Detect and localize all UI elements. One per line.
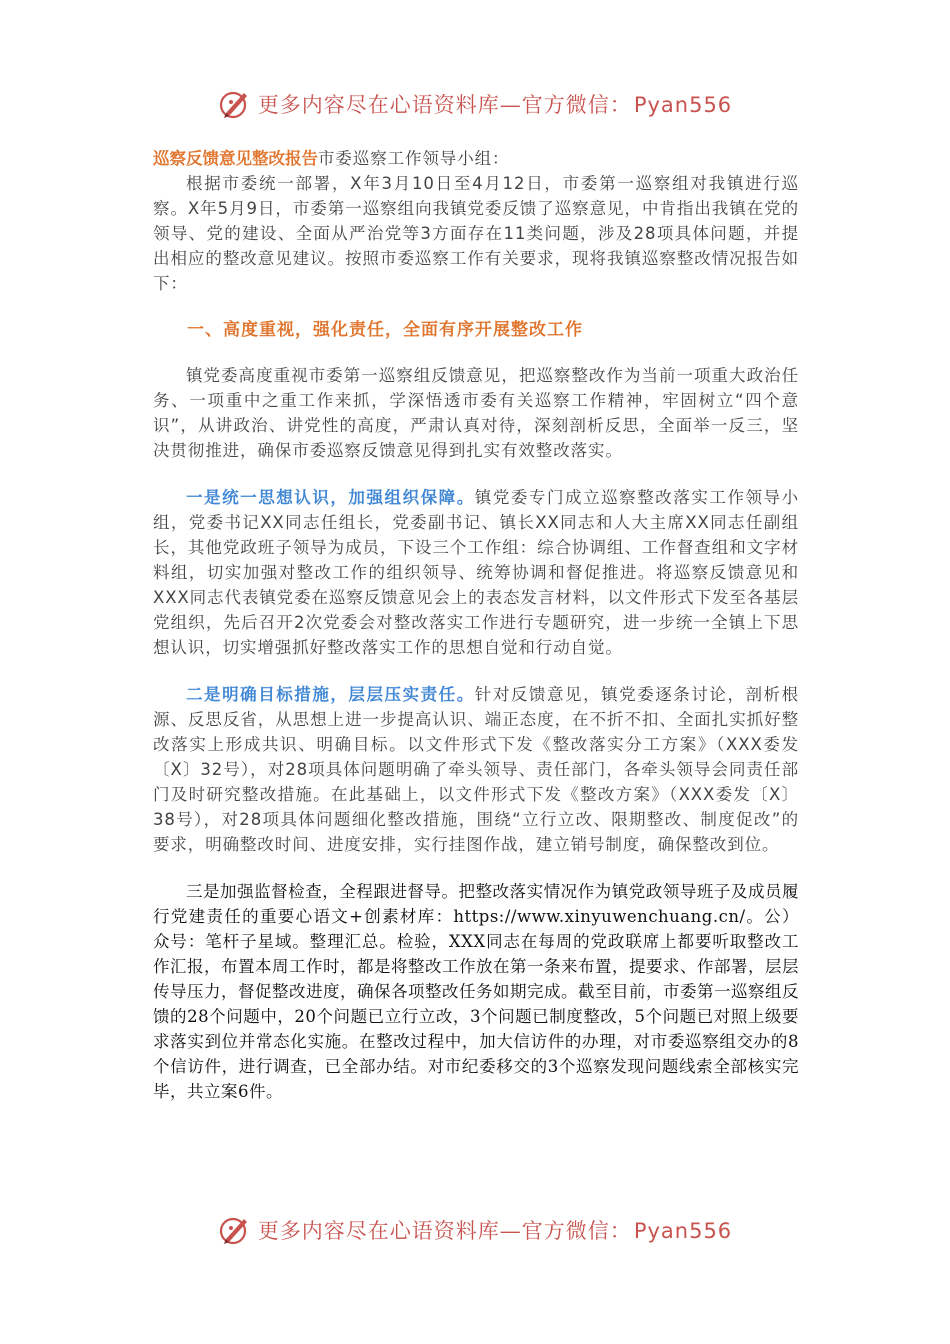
header-banner bbox=[0, 84, 950, 124]
pen-circle-logo-icon bbox=[218, 1213, 252, 1247]
point2-paragraph bbox=[153, 682, 799, 857]
banner-wechat-id: Pyan556 bbox=[633, 93, 733, 117]
point2-body: 针对反馈意见，镇党委逐条讨论，剖析根源、反思反省，从思想上进一步提高认识、端正态度，在不折不扣、全面扎实抓好整改落实上形成共识、明确目标。以文件形式下发《整改落实分工方案》（XXX委发〔X〕32号），对28项具体问题明确了牵头领导、责任部门，各牵头领导会同责任部门及时研究整改措施。在此基础上，以文件形式下发《整改方案》（XXX委发〔X〕38号），对28项具体问题细化整改措施，围绕“立行立改、限期整改、制度促改”的要求，明确整改时间、进度安排，实行挂图作战，建立销号制度，确保整改到位。 bbox=[153, 685, 800, 854]
footer-banner bbox=[0, 1210, 950, 1250]
point3-paragraph: 三是加强监督检查，全程跟进督导。把整改落实情况作为镇党政领导班子及成员履行党建责任的重要心语文+创素材库：https://www.xinyuwenchuang.cn/。公）众号：笔杆子星域。整理汇总。检验，XXX同志在每周的党政联席上都要听取整改工作汇报，布置本周工作时，都是将整改工作放在第一条来布置，提要求、作部署，层层传导压力，督促整改进度，确保各项整改任务如期完成。截至目前，市委第一巡察组反馈的28个问题中，20个问题已立行立改，3个问题已制度整改，5个问题已对照上级要求落实到位并常态化实施。在整改过程中，加大信访件的办理，对市委巡察组交办的8个信访件，进行调查，已全部办结。对市纪委移交的3个巡察发现问题线索全部核实完毕，共立案6件。 bbox=[153, 882, 799, 1101]
intro-paragraph: 根据市委统一部署，X年3月10日至4月12日，市委第一巡察组对我镇进行巡察。X年5月9日，市委第一巡察组向我镇党委反馈了巡察意见，中肯指出我镇在党的领导、党的建设、全面从严治党等3方面存在11类问题，涉及28项具体问题，并提出相应的整改意见建议。按照市委巡察工作有关要求，现将我镇巡察整改情况报告如下： bbox=[153, 174, 799, 293]
document-body bbox=[153, 146, 799, 1104]
point1-body: 镇党委专门成立巡察整改落实工作领导小组，党委书记XX同志任组长，党委副书记、镇长XX同志和人大主席XX同志任副组长，其他党政班子领导为成员，下设三个工作组：综合协调组、工作督查组和文字材料组，切实加强对整改工作的组织领导、统筹协调和督促推进。将巡察反馈意见和XXX同志代表镇党委在巡察反馈意见会上的表态发言材料，以文件形式下发至各基层党组织，先后召开2次党委会对整改落实工作进行专题研究，进一步统一全镇上下思想认识，切实增强抓好整改落实工作的思想自觉和行动自觉。 bbox=[153, 488, 800, 657]
title-line bbox=[153, 146, 799, 171]
document-addressee: 市委巡察工作领导小组： bbox=[318, 149, 510, 168]
point1-paragraph bbox=[153, 485, 799, 660]
section1-heading: 一、高度重视，强化责任，全面有序开展整改工作 bbox=[187, 320, 583, 340]
banner-text: 更多内容尽在心语资料库—官方微信：Pyan556 bbox=[257, 93, 733, 117]
banner-wechat-id: Pyan556 bbox=[633, 1219, 733, 1243]
point1-lead: 一是统一思想认识，加强组织保障。 bbox=[186, 488, 475, 507]
section1-paragraph: 镇党委高度重视市委第一巡察组反馈意见，把巡察整改作为当前一项重大政治任务、一项重中之重工作来抓，学深悟透市委有关巡察工作精神，牢固树立“四个意识”，从讲政治、讲党性的高度，严肃认真对待，深刻剖析反思，全面举一反三，坚决贯彻推进，确保市委巡察反馈意见得到扎实有效整改落实。 bbox=[153, 366, 799, 460]
document-title: 巡察反馈意见整改报告 bbox=[153, 149, 318, 168]
banner-text: 更多内容尽在心语资料库—官方微信：Pyan556 bbox=[257, 1219, 733, 1243]
point2-lead: 二是明确目标措施，层层压实责任。 bbox=[186, 685, 475, 704]
pen-circle-logo-icon bbox=[218, 87, 252, 121]
